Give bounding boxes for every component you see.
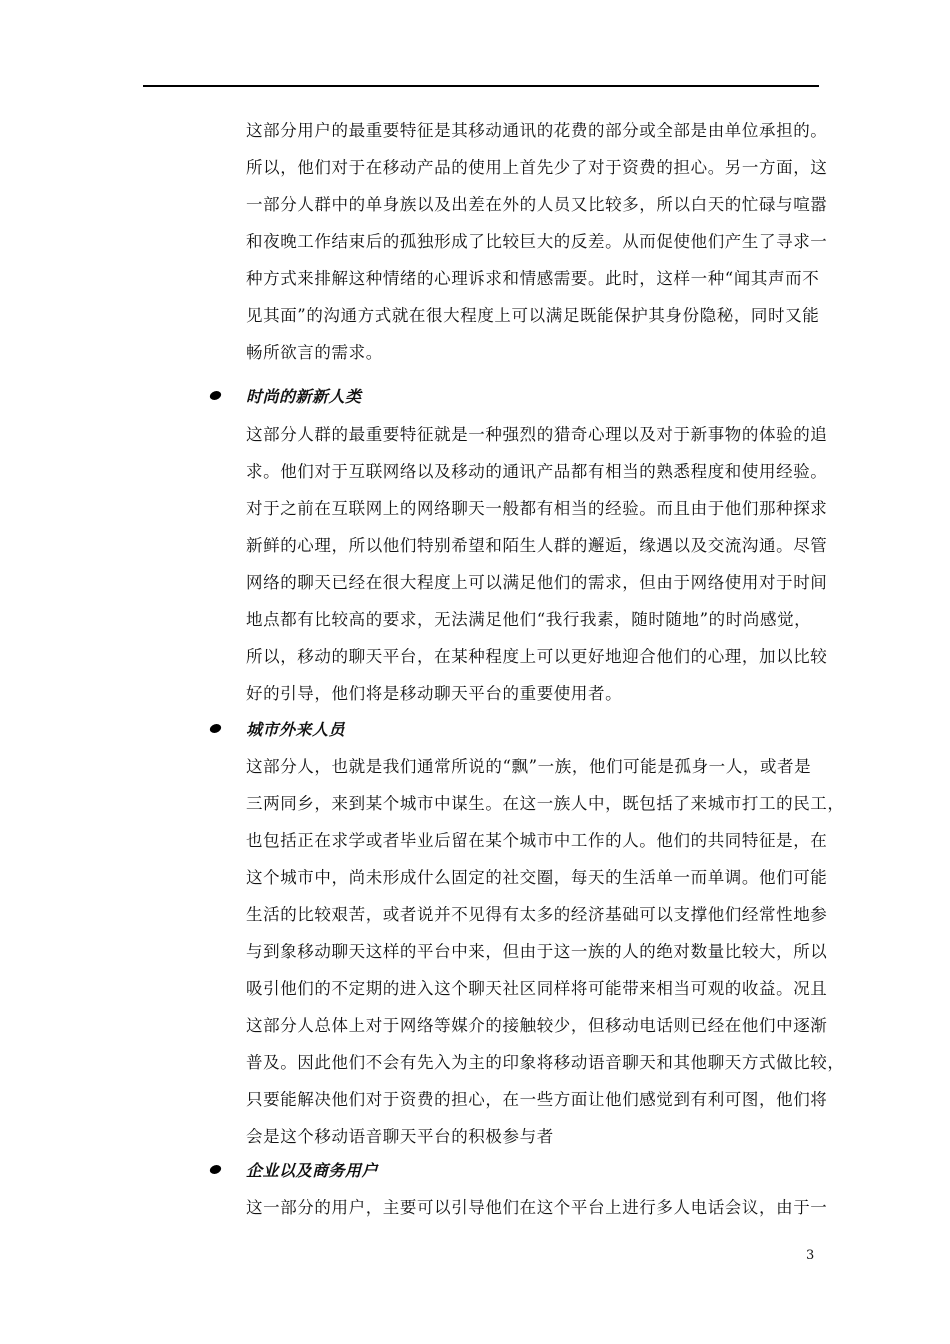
paragraph-line: 只要能解决他们对于资费的担心，在一些方面让他们感觉到有利可图，他们将 bbox=[246, 1090, 828, 1109]
paragraph-line: 吸引他们的不定期的进入这个聊天社区同样将可能带来相当可观的收益。况且 bbox=[246, 979, 828, 998]
paragraph-line: 好的引导，他们将是移动聊天平台的重要使用者。 bbox=[246, 684, 623, 703]
paragraph-line: 地点都有比较高的要求，无法满足他们“我行我素，随时随地”的时尚感觉， bbox=[246, 610, 812, 629]
bullet-item bbox=[210, 720, 850, 740]
paragraph-line: 新鲜的心理，所以他们特别希望和陌生人群的邂逅，缘遇以及交流沟通。尽管 bbox=[246, 536, 828, 555]
paragraph-line: 和夜晚工作结束后的孤独形成了比较巨大的反差。从而促使他们产生了寻求一 bbox=[246, 232, 828, 251]
paragraph-line: 畅所欲言的需求。 bbox=[246, 343, 383, 362]
paragraph-line: 见其面”的沟通方式就在很大程度上可以满足既能保护其身份隐秘，同时又能 bbox=[246, 306, 820, 325]
section-heading: 城市外来人员 bbox=[246, 720, 346, 739]
paragraph-line: 一部分人群中的单身族以及出差在外的人员又比较多，所以白天的忙碌与喧嚣 bbox=[246, 195, 828, 214]
paragraph-line: 这个城市中，尚未形成什么固定的社交圈，每天的生活单一而单调。他们可能 bbox=[246, 868, 828, 887]
paragraph-line: 这部分人总体上对于网络等媒介的接触较少，但移动电话则已经在他们中逐渐 bbox=[246, 1016, 828, 1035]
paragraph-line: 所以，他们对于在移动产品的使用上首先少了对于资费的担心。另一方面，这 bbox=[246, 158, 828, 177]
paragraph-line: 与到象移动聊天这样的平台中来，但由于这一族的人的绝对数量比较大，所以 bbox=[246, 942, 828, 961]
paragraph-line: 生活的比较艰苦，或者说并不见得有太多的经济基础可以支撑他们经常性地参 bbox=[246, 905, 828, 924]
section-heading: 时尚的新新人类 bbox=[246, 387, 362, 406]
paragraph-line: 对于之前在互联网上的网络聊天一般都有相当的经验。而且由于他们那种探求 bbox=[246, 499, 828, 518]
page-number: 3 bbox=[806, 1248, 815, 1263]
paragraph-line: 这部分人群的最重要特征就是一种强烈的猎奇心理以及对于新事物的体验的追 bbox=[246, 425, 828, 444]
header-rule bbox=[143, 85, 819, 87]
paragraph-line: 这一部分的用户，主要可以引导他们在这个平台上进行多人电话会议，由于一 bbox=[246, 1198, 828, 1217]
paragraph-line: 种方式来排解这种情绪的心理诉求和情感需要。此时，这样一种“闻其声而不 bbox=[246, 269, 820, 288]
paragraph-line: 所以，移动的聊天平台，在某种程度上可以更好地迎合他们的心理，加以比较 bbox=[246, 647, 828, 666]
section-heading: 企业以及商务用户 bbox=[246, 1161, 379, 1180]
paragraph-line: 会是这个移动语音聊天平台的积极参与者 bbox=[246, 1127, 554, 1146]
paragraph-line: 三两同乡，来到某个城市中谋生。在这一族人中，既包括了来城市打工的民工， bbox=[246, 794, 845, 813]
bullet-item bbox=[210, 1161, 850, 1181]
paragraph-line: 也包括正在求学或者毕业后留在某个城市中工作的人。他们的共同特征是，在 bbox=[246, 831, 828, 850]
bullet-dot-icon bbox=[209, 724, 222, 733]
paragraph-line: 网络的聊天已经在很大程度上可以满足他们的需求，但由于网络使用对于时间 bbox=[246, 573, 828, 592]
bullet-item bbox=[210, 387, 850, 407]
paragraph-line: 这部分人，也就是我们通常所说的“飘”一族，他们可能是孤身一人，或者是 bbox=[246, 757, 812, 776]
paragraph-line: 这部分用户的最重要特征是其移动通讯的花费的部分或全部是由单位承担的。 bbox=[246, 121, 828, 140]
bullet-dot-icon bbox=[209, 391, 222, 400]
bullet-dot-icon bbox=[209, 1165, 222, 1174]
paragraph-line: 求。他们对于互联网络以及移动的通讯产品都有相当的熟悉程度和使用经验。 bbox=[246, 462, 828, 481]
paragraph-line: 普及。因此他们不会有先入为主的印象将移动语音聊天和其他聊天方式做比较， bbox=[246, 1053, 845, 1072]
